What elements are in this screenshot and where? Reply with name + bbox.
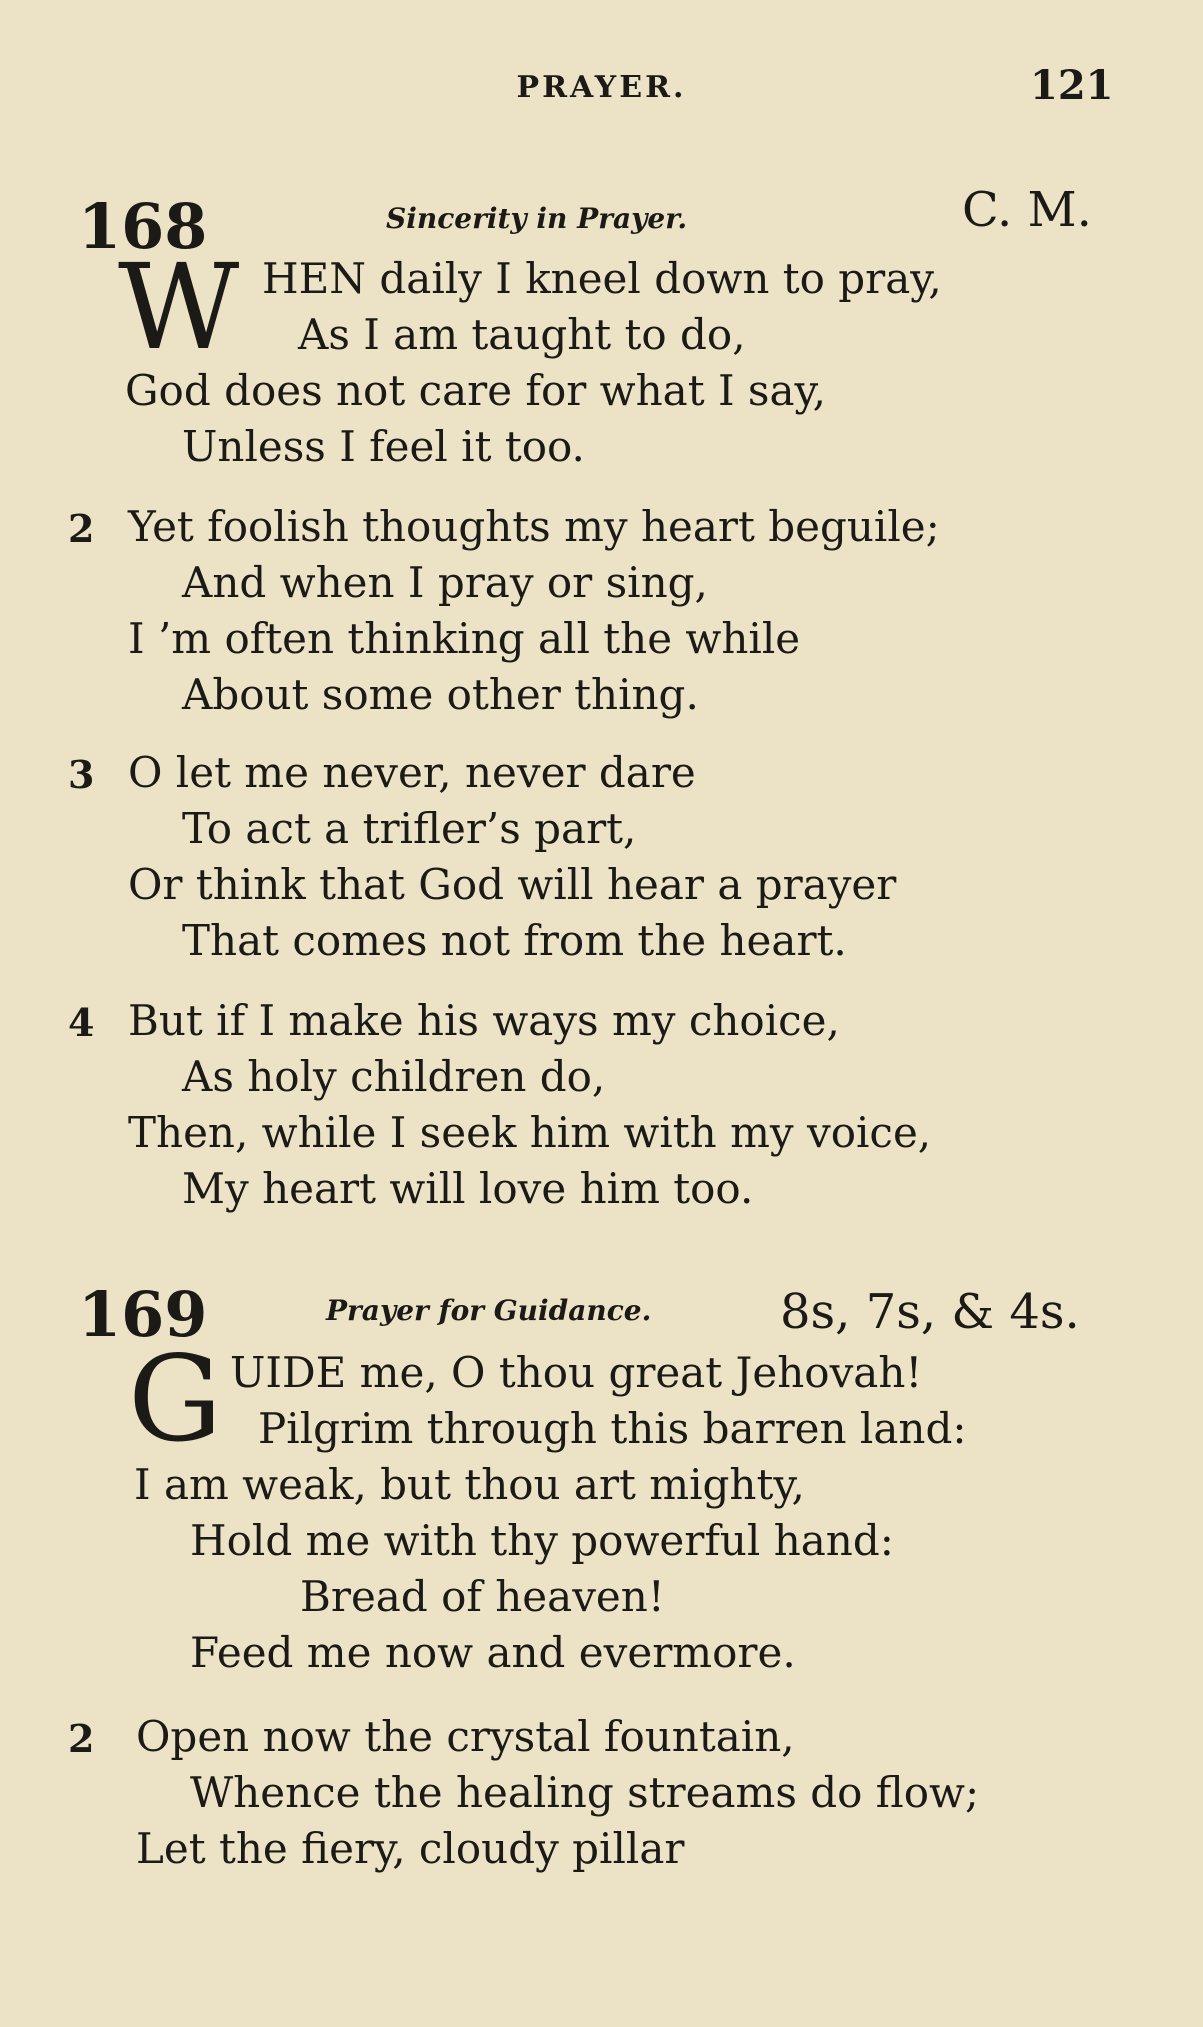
hymn-meter: 8s, 7s, & 4s. — [780, 1284, 1080, 1340]
verse-line: Feed me now and evermore. — [190, 1628, 796, 1677]
verse-line: Or think that God will hear a prayer — [128, 860, 897, 909]
verse-line: Yet foolish thoughts my heart beguile; — [128, 502, 940, 551]
verse-line: Open now the crystal fountain, — [136, 1712, 795, 1761]
verse-line: God does not care for what I say, — [125, 366, 826, 415]
hymn-title: Prayer for Guidance. — [326, 1294, 652, 1327]
verse-line: That comes not from the heart. — [182, 916, 847, 965]
verse-line: Unless I feel it too. — [182, 422, 585, 471]
verse-line: Bread of heaven! — [300, 1572, 665, 1621]
verse-number: 3 — [68, 752, 95, 797]
verse-line: And when I pray or sing, — [182, 558, 708, 607]
hymn-meter: C. M. — [962, 182, 1092, 238]
verse-line: But if I make his ways my choice, — [128, 996, 840, 1045]
verse-line: I am weak, but thou art mighty, — [134, 1460, 805, 1509]
verse-line: Let the fiery, cloudy pillar — [136, 1824, 685, 1873]
verse-number: 2 — [68, 506, 95, 551]
verse-line: UIDE me, O thou great Jehovah! — [230, 1348, 923, 1397]
verse-line: O let me never, never dare — [128, 748, 696, 797]
verse-line: I ’m often thinking all the while — [128, 614, 801, 663]
hymn-number: 169 — [78, 1278, 208, 1351]
hymn-number: 168 — [78, 190, 208, 263]
verse-line: As holy children do, — [182, 1052, 606, 1101]
page-number: 121 — [1030, 62, 1114, 109]
verse-line: Whence the healing streams do flow; — [190, 1768, 980, 1817]
verse-line: My heart will love him too. — [182, 1164, 754, 1213]
verse-number: 4 — [68, 1000, 95, 1045]
verse-line: HEN daily I kneel down to pray, — [262, 254, 942, 303]
verse-line: Hold me with thy powerful hand: — [190, 1516, 894, 1565]
drop-cap: G — [128, 1330, 223, 1468]
verse-line: Then, while I seek him with my voice, — [128, 1108, 932, 1157]
hymn-title: Sincerity in Prayer. — [386, 202, 688, 235]
verse-line: About some other thing. — [182, 670, 699, 719]
verse-number: 2 — [68, 1716, 95, 1761]
verse-line: As I am taught to do, — [298, 310, 746, 359]
verse-line: Pilgrim through this barren land: — [258, 1404, 967, 1453]
running-header: PRAYER. — [516, 70, 687, 105]
drop-cap: W — [118, 238, 240, 376]
verse-line: To act a trifler’s part, — [182, 804, 637, 853]
